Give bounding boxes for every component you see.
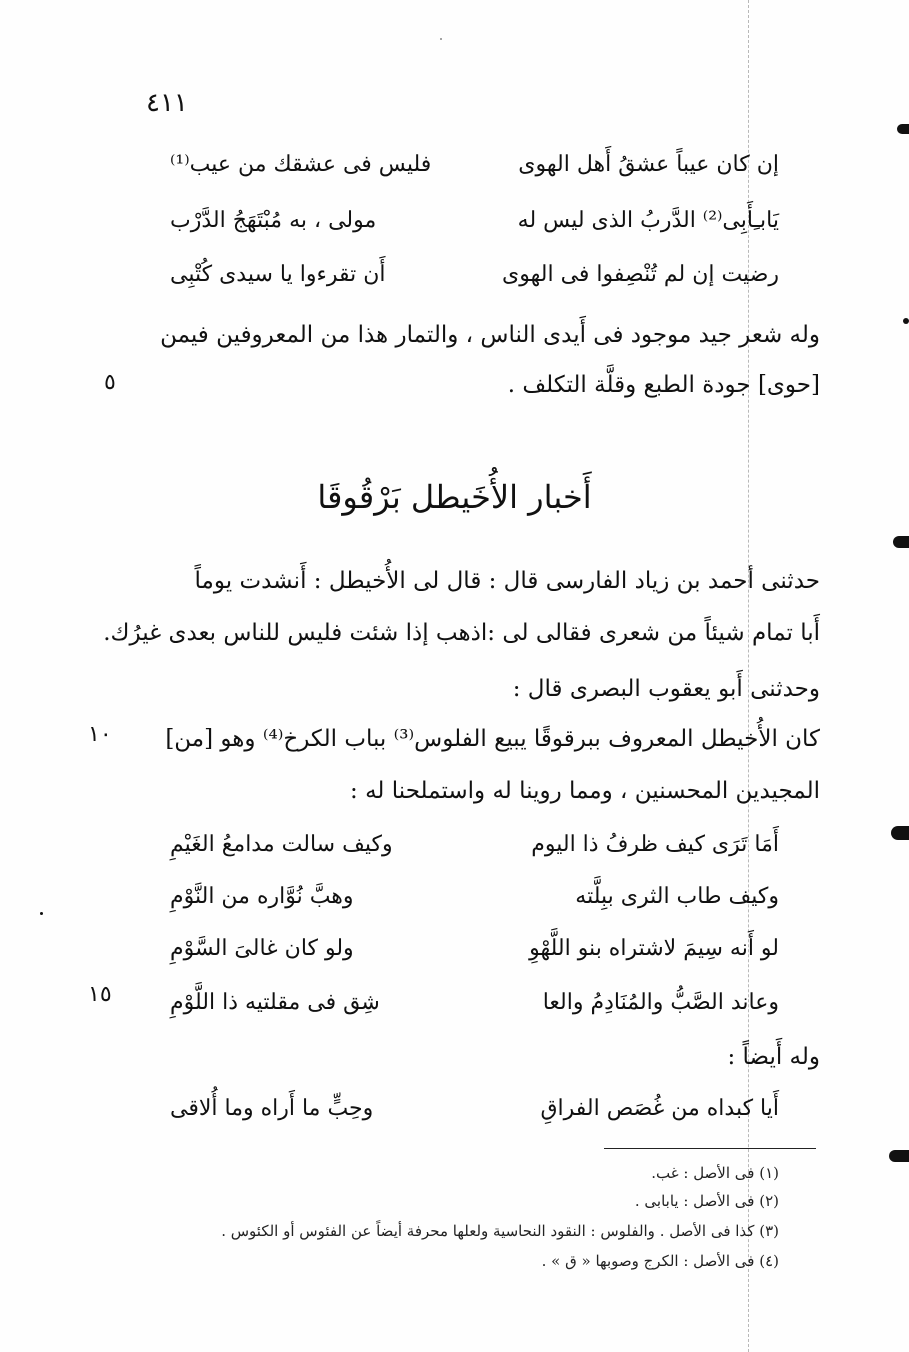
line-number-margin: ٥: [104, 370, 116, 395]
verse-hemistich-second: وحِبٍّ ما أَراه وما أُلاقى: [170, 1096, 374, 1121]
verse-hemistich-first: أَيا كبداه من غُصَص الفراقِ: [540, 1096, 779, 1121]
footnote: (٤) فى الأصل : الكرج وصوبها « ق » .: [541, 1252, 779, 1270]
section-title: أَخبار الأُخَيطل بَرْقُوقَا: [317, 478, 592, 516]
verse-line: [0, 262, 909, 294]
footnote-rule: [604, 1148, 816, 1149]
scan-edge-mark: [891, 826, 909, 840]
verse-line: [0, 832, 909, 864]
verse-hemistich-first: وعاند الصَّبُّ والمُنَادِمُ والعا: [542, 990, 779, 1015]
verse-hemistich-second: وكيف سالت مدامعُ الغَيْمِ: [170, 832, 393, 857]
scan-edge-mark: [893, 536, 909, 548]
footnote: (٢) فى الأصل : يابابى .: [634, 1192, 779, 1210]
line-number-margin: ١٥: [88, 982, 112, 1007]
speck: [40, 912, 43, 915]
verse-hemistich-first: إن كان عيباً عشقُ أَهل الهوى: [518, 152, 779, 177]
verse-line: [0, 1096, 909, 1128]
scan-edge-mark: [889, 1150, 909, 1162]
verse-line: [0, 884, 909, 916]
prose-line: المجيدين المحسنين ، ومما روينا له واستملحنا له :: [350, 778, 820, 804]
verse-hemistich-first: رضيت إن لم تُنْصِفوا فى الهوى: [502, 262, 779, 287]
page-number: ٤١١: [146, 88, 188, 118]
speck: [440, 38, 442, 40]
prose-line: وله أَيضاً :: [727, 1044, 820, 1070]
verse-hemistich-second: أَن تقرءوا يا سيدى كُتْبِى: [170, 262, 386, 287]
scan-edge-mark: [897, 124, 909, 134]
prose-line: حدثنى أحمد بن زياد الفارسى قال : قال لى الأُخيطل : أَنشدت يوماً: [194, 568, 820, 594]
line-number-margin: ١٠: [88, 722, 112, 747]
verse-hemistich-first: يَابـِأَبِى⁽²⁾ الدَّربُ الذى ليس له: [517, 208, 779, 233]
footnote: (٣) كذا فى الأصل . والفلوس : النقود النحاسية ولعلها محرفة أيضاً عن الفئوس أو الكئوس .: [221, 1222, 779, 1240]
verse-line: [0, 990, 909, 1022]
prose-line: وحدثنى أَبو يعقوب البصرى قال :: [512, 676, 820, 702]
prose-line: كان الأُخيطل المعروف ببرقوقًا يبيع الفلوس⁽³⁾ بباب الكرخ⁽⁴⁾ وهو [من]: [165, 726, 820, 752]
verse-hemistich-first: لو أَنه سِيمَ لاشتراه بنو اللَّهْوِ: [529, 936, 779, 961]
prose-line: أَبا تمام شيئاً من شعرى فقالى لى :اذهب إذا شئت فليس للناس بعدى غيرُك.: [103, 620, 820, 646]
verse-hemistich-second: وهبَّ نُوَّاره من النَّوْمِ: [170, 884, 354, 909]
verse-line: [0, 152, 909, 184]
verse-hemistich-second: ولو كان غالىَ السَّوْمِ: [170, 936, 354, 961]
footnote: (١) فى الأصل : غب.: [651, 1164, 779, 1182]
verse-hemistich-first: أَمَا تَرَى كيف ظرفُ ذا اليوم: [531, 832, 779, 857]
prose-line: وله شعر جيد موجود فى أَيدى الناس ، والتمار هذا من المعروفين فيمن: [160, 322, 820, 348]
verse-hemistich-second: شِق فى مقلتيه ذا اللَّوْمِ: [170, 990, 380, 1015]
scan-edge-mark: [903, 318, 909, 324]
prose-line: [حوى] جودة الطبع وقلَّة التكلف .: [507, 372, 820, 398]
verse-hemistich-first: وكيف طاب الثرى ببِلَّته: [575, 884, 779, 909]
verse-line: [0, 208, 909, 240]
verse-hemistich-second: فليس فى عشقك من عيب⁽¹⁾: [170, 152, 432, 177]
verse-line: [0, 936, 909, 968]
verse-hemistich-second: مولى ، به مُبْتَهَجُ الدَّرْب: [170, 208, 377, 233]
